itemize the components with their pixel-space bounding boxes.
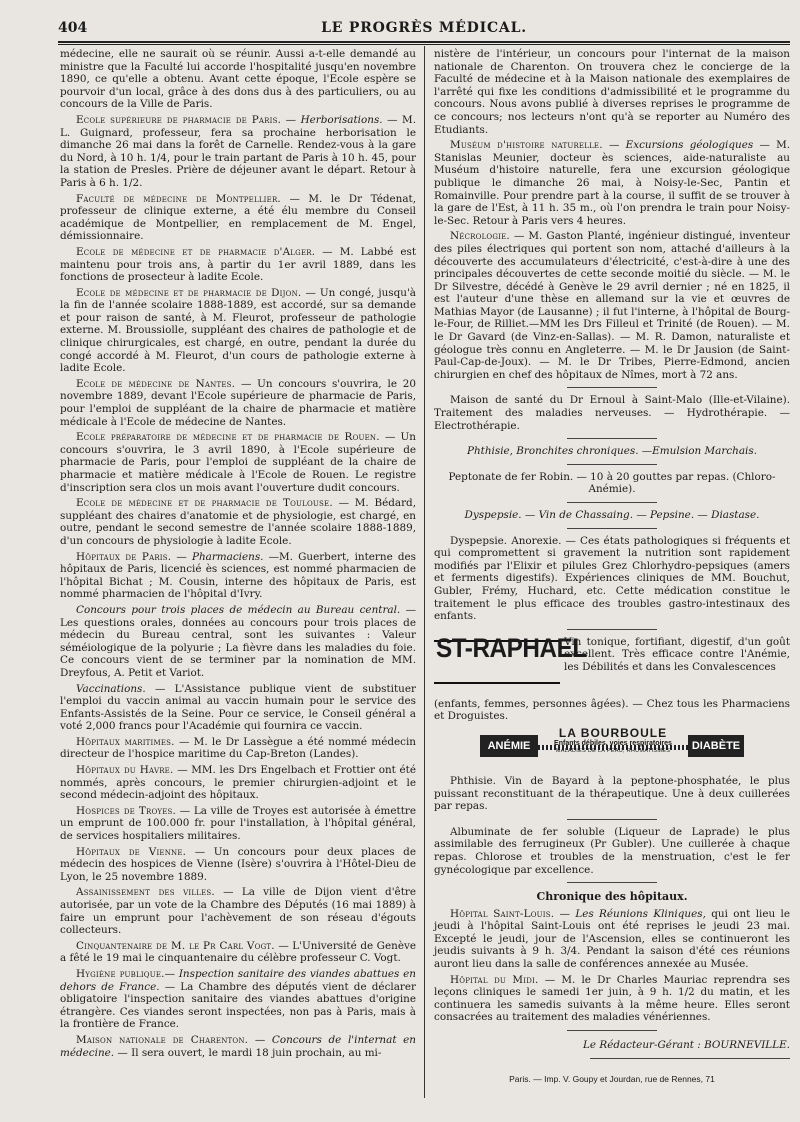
right-column (434, 48, 790, 1088)
st-raphael-ad (434, 632, 790, 694)
paragraph: Hospices de Troyes. — La ville de Troyes est autorisée à émettre un emprunt de 100.000 fr. pour l'installation, à l'hôpital général, de services hospitaliers militaires. (60, 804, 416, 843)
separator (567, 819, 657, 820)
paragraph: Cinquantenaire de M. le Pr Carl Vogt. — L'Université de Genève a fêté le 19 mai le cinquantenaire du célèbre professeur C. Vogt. (60, 939, 416, 965)
header-rule (58, 41, 790, 43)
paragraph: Faculté de médecine de Montpellier. — M. le Dr Tédenat, professeur de clinique externe, a été élu membre du Conseil académique de Montpellier, en remplacement de M. Engel, démissionnaire. (60, 192, 417, 243)
section-title: Chronique des hôpitaux. (536, 890, 688, 904)
paragraph: Ecole de médecine et de pharmacie de Toulouse. — M. Bédard, suppléant des chaires d'anatomie et de physiologie, est chargé, en outre, pendant le second semestre de l'année scolaire 1888-1889, d'un concours de physiologie à ladite Ecole. (60, 497, 416, 547)
running-title: LE PROGRÈS MÉDICAL. (321, 20, 527, 36)
advertisement: Phthisie. Vin de Bayard à la peptone-phosphatée, le plus puissant reconstituant de la thérapeutique. Une à deux cuillerées par repas. (434, 774, 790, 813)
paragraph: nistère de l'intérieur, un concours pour l'internat de la maison nationale de Charenton. On trouvera chez le concierge de la Faculté de médecine et à la Maison nationale des exemplaires de l'arrêté qui fixe les conditions d'admissibilité et le programme du concours. Nous avons publié à diverses reprises le programme de ce concours; nos lecteurs n'ont qu'à se reporter au Numéro des Etudiants. (434, 48, 790, 136)
advertisement: Maison de santé du Dr Ernoul à Saint-Malo (Ille-et-Vilaine). Traitement des maladies nerveuses. — Hydrothérapie. — Electrothérapie. (434, 394, 790, 432)
paragraph: Hôpitaux de Paris. — Pharmaciens. —M. Guerbert, interne des hôpitaux de Paris, licencié ès sciences, est nommé pharmacien de l'hôpital Bichat ; M. Cousin, interne des hôpitaux de Paris, est nommé pharmacien de l'hôpital d'Ivry. (60, 550, 416, 601)
paragraph: Hôpital du Midi. — M. le Dr Charles Mauriac reprendra ses leçons cliniques le samedi 1er juin, à 9 h. 1/2 du matin, et les continuera les samedis suivants à la même heure. Elles seront consacrées au traitement des maladies vénériennes. (434, 973, 790, 1024)
st-raphael-tail: (enfants, femmes, personnes âgées). — Chez tous les Pharmaciens et Droguistes. (434, 697, 790, 723)
paragraph: Nécrologie. — M. Gaston Planté, ingénieur distingué, inventeur des piles électriques qui portent son nom, attaché d'ailleurs à la découverte des accumulateurs d'électricité, c'est-à-dire à une des principales découvertes de cette seconde moitié du siècle. — M. le Dr Silvestre, décédé à Genève le 29 avril dernier ; né en 1825, il est l'auteur d'une thèse en allemand sur la vie et œuvres de Mathias Mayor (de Lausanne) ; il fut l'interne, à l'hôpital de Bourg-le-Four, de Rilliet.—MM les Drs Filleul et Trinité (de Rouen). — M. le Dr Gavard (de Vinz-en-Sallas). — M. R. Damon, naturaliste et géologue très connu en Angleterre. — M. le Dr Jausion (de Saint-Paul-Cap-de-Joux). — M. le Dr Tribes, Pierre-Edmond, ancien chirurgien en chef des hôpitaux de Nîmes, mort à 72 ans. (434, 230, 790, 381)
separator (567, 502, 657, 503)
paragraph: Vaccinations. — L'Assistance publique vient de substituer l'emploi du vaccin animal au vaccin humain pour le service des Enfants-Assistés de la Seine. Pour ce service, le Conseil général a voté 2,000 francs pour l'Académie qui fournira ce vaccin. (60, 682, 416, 733)
advertisement: Dyspepsie. — Vin de Chassaing. — Pepsine. — Diastase. (464, 509, 760, 521)
paragraph: Muséum d'histoire naturelle. — Excursions géologiques — M. Stanislas Meunier, docteur ès sciences, aide-naturaliste au Muséum d'histoire naturelle, fera une excursion géologique publique le dimanche 26 mai, à Noisy-le-Sec, Pantin et Romainville. Pour prendre part à la course, il suffit de se trouver à la gare de l'Est, à 11 h. 35 m., où l'on prendra le train pour Noisy-le-Sec. Retour à Paris vers 4 heures. (434, 139, 791, 227)
banner-subtitle: Enfants débiles, voies respiratoires (554, 739, 672, 747)
banner-title: LA BOURBOULE (558, 725, 668, 740)
paragraph: Hygiène publique.— Inspection sanitaire des viandes abattues en dehors de France. — La Chambre des députés vient de déclarer obligatoire l'inspection sanitaire des viandes abattues d'origine étrangère. Ces viandes seront inspectées, non pas à Paris, mais à la frontière de France. (60, 967, 416, 1031)
paragraph: médecine, elle ne saurait où se réunir. Aussi a-t-elle demandé au ministre que la Faculté lui accorde l'hospitalité jusqu'en novembre 1890, ce qu'elle a obtenu. Avant cette époque, l'Ecole espère se pourvoir d'un local, grâce à des dons dus à des particuliers, ou au concours de la Ville de Paris. (60, 48, 416, 111)
left-column (60, 48, 416, 1062)
paragraph: Ecole de médecine et de pharmacie d'Alger. — M. Labbé est maintenu pour trois ans, à partir du 1er avril 1889, dans les fonctions de prosecteur à ladite Ecole. (60, 245, 416, 284)
column-divider (424, 46, 425, 1098)
separator (590, 1058, 790, 1059)
banner-right-label: DIABÈTE (688, 735, 744, 757)
banner-subtitle-2: MALADIES DE LA PEAU, RHUMATISMES (555, 747, 671, 754)
paragraph: Ecole de médecine de Nantes. — Un concours s'ouvrira, le 20 novembre 1889, devant l'Ecole supérieure de pharmacie de Paris, pour l'emploi de suppléant de la chaire de pharmacie et matière médicale à l'Ecole de médecine de Nantes. (60, 377, 416, 428)
paragraph: Hôpitaux du Havre. — MM. les Drs Engelbach et Frottier ont été nommés, après concours, le premier chirurgien-adjoint et le second médecin-adjoint des hôpitaux. (60, 764, 416, 802)
advertisement: Albuminate de fer soluble (Liqueur de Laprade) le plus assimilable des ferrugineux (Pr Gubler). Une cuillerée à chaque repas. Chlorose et troubles de la menstruation, c'est le fer gynécologique par excellence. (434, 825, 790, 876)
st-raphael-text: Vin tonique, fortifiant, digestif, d'un goût excellent. Très efficace contre l'Anémie, les Débilités et dans les Convalescences (564, 635, 790, 673)
separator (567, 1030, 657, 1031)
page-number: 404 (58, 20, 88, 36)
separator (567, 464, 657, 465)
banner-center (538, 727, 688, 755)
advertisement: Dyspepsie. Anorexie. — Ces états pathologiques si fréquents et qui compromettent si gravement la nutrition sont rapidement modifiés par l'Elixir et pilules Grez Chlorhydro-pepsiques (amers et ferments digestifs). Expériences cliniques de MM. Bouchut, Gubler, Frémy, Huchard, etc. Cette médication constitue le traitement le plus efficace des troubles gastro-intestinaux des enfants. (434, 534, 790, 623)
advertisement: Phthisie, Bronchites chroniques. —Emulsion Marchais. (466, 445, 758, 458)
la-bourboule-ad (434, 727, 790, 769)
imprint-line: Paris. — Imp. V. Goupy et Jourdan, rue de Rennes, 71 (509, 1073, 715, 1084)
paragraph: Hôpitaux maritimes. — M. le Dr Lassègue a été nommé médecin directeur de l'hospice maritime du Cap-Breton (Landes). (60, 735, 416, 761)
paragraph: Hôpitaux de Vienne. — Un concours pour deux places de médecin des hospices de Vienne (Isère) s'ouvrira à l'Hôtel-Dieu de Lyon, le 25 novembre 1889. (60, 845, 416, 883)
separator (567, 629, 657, 630)
paragraph: Maison nationale de Charenton. — Concours de l'internat en médecine. — Il sera ouvert, le mardi 18 juin prochain, au mi- (60, 1033, 416, 1059)
page-header (58, 18, 790, 40)
paragraph: Concours pour trois places de médecin au Bureau central. — Les questions orales, données au concours pour trois places de médecin du Bureau central, sont les suivantes : Valeur séméiologique de la polyurie ; La fièvre dans les maladies du foie. Ce concours vient de se terminer par la nomination de MM. Dreyfous, A. Petit et Variot. (60, 603, 416, 679)
editor-signature: Le Rédacteur-Gérant : BOURNEVILLE. (583, 1039, 790, 1052)
separator (567, 882, 657, 883)
paragraph: Ecole préparatoire de médecine et de pharmacie de Rouen. — Un concours s'ouvrira, le 3 avril 1890, à l'Ecole supérieure de pharmacie de Paris, pour l'emploi de suppléant de la chaire de pharmacie et matière médicale à l'Ecole de Rouen. Le registre d'inscription sera clos un mois avant l'ouverture dudit concours. (60, 431, 416, 494)
paragraph: Ecole de médecine et de pharmacie de Dijon. — Un congé, jusqu'à la fin de l'année scolaire 1888-1889, est accordé, sur sa demande et pour raison de santé, à M. Fleurot, professeur de pathologie externe. M. Broussiolle, suppléant des chaires de pathologie et de clinique chirurgicales, est chargé, en outre, pendant la durée du congé accordé à M. Fleurot, d'un cours de pathologie externe à ladite Ecole. (60, 286, 416, 375)
paragraph: Hôpital Saint-Louis. — Les Réunions Kliniques, qui ont lieu le jeudi à l'hôpital Saint-Louis ont été reprises le jeudi 23 mai. Excepté le jeudi, jour de l'Ascension, elles se continueront les jeudis suivants à 9 h. 3/4. Pendant la saison d'été ces réunions auront lieu dans la salle de conférences annexée au Musée. (434, 907, 790, 971)
banner-left-label: ANÉMIE (480, 735, 538, 757)
paragraph: Assainissement des villes. — La ville de Dijon vient d'être autorisée, par un vote de la Chambre des Députés (16 mai 1889) à faire un emprunt pour l'achèvement de son réseau d'égouts collecteurs. (60, 886, 416, 937)
paragraph: Ecole supérieure de pharmacie de Paris. — Herborisations. — M. L. Guignard, professeur, fera sa prochaine herborisation le dimanche 26 mai dans la forêt de Carnelle. Rendez-vous à la gare du Nord, à 10 h. 1/4, pour le train partant de Paris à 10 h. 45, pour la station de Presles. Prière de déjeuner avant le départ. Retour à Paris à 6 h. 1/2. (60, 113, 416, 189)
separator (567, 438, 657, 439)
separator (567, 387, 657, 388)
header-rule-thin (58, 44, 790, 45)
advertisement: Peptonate de fer Robin. — 10 à 20 gouttes par repas. (Chloro-Anémie). (448, 470, 776, 496)
st-raphael-logo: ST-RAPHAEL (436, 632, 587, 663)
separator (567, 528, 657, 529)
